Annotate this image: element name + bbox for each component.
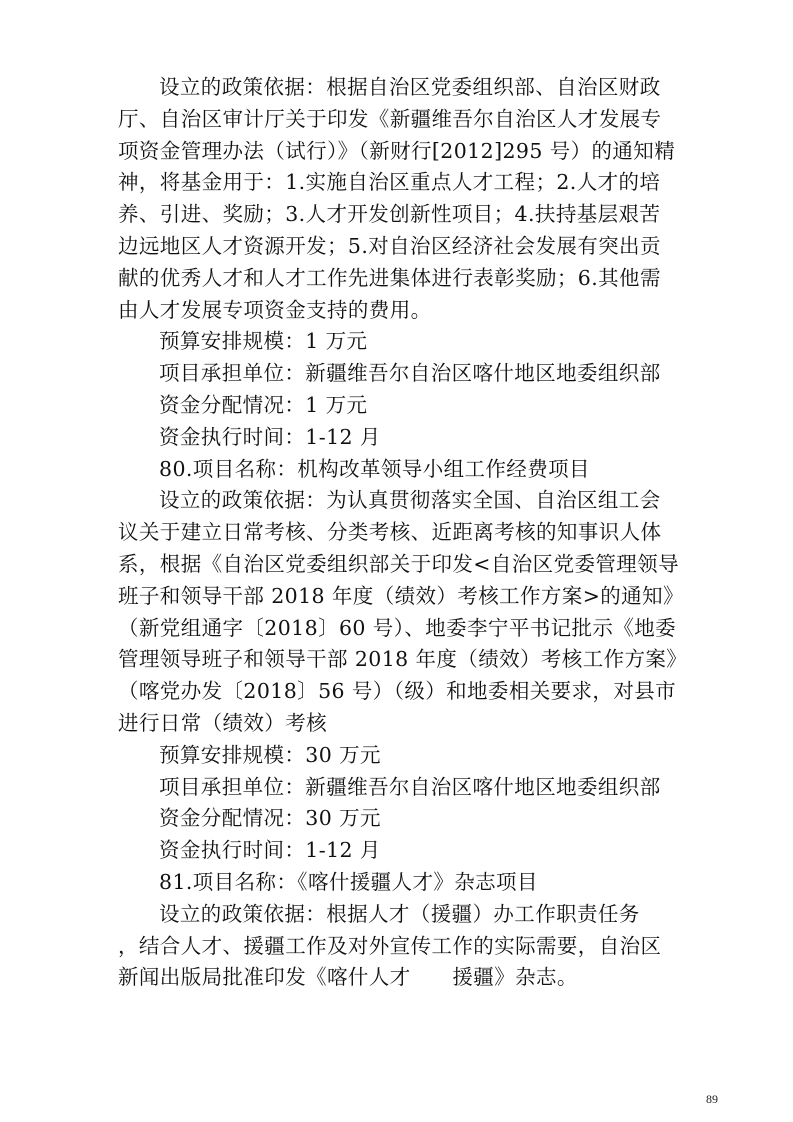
- paragraph-line: ，结合人才、援疆工作及对外宣传工作的实际需要，自治区: [118, 933, 662, 958]
- paragraph-line: 班子和领导干部 2018 年度（绩效）考核工作方案>的通知》: [118, 583, 684, 608]
- paragraph-line: 项资金管理办法（试行）》（新财行[2012]295 号）的通知精: [118, 138, 676, 163]
- paragraph-line: 新闻出版局批准印发《喀什人才 援疆》杂志。: [118, 965, 578, 990]
- paragraph-line: 项目承担单位：新疆维吾尔自治区喀什地区地委组织部: [159, 361, 661, 386]
- paragraph-line: 由人才发展专项资金支持的费用。: [118, 297, 432, 322]
- paragraph-line: （新党组通字〔2018〕60 号）、地委李宁平书记批示《地委: [118, 615, 677, 640]
- paragraph-line: 进行日常（绩效）考核: [118, 710, 327, 735]
- page-number: 89: [706, 1092, 718, 1106]
- paragraph-line: 设立的政策依据：为认真贯彻落实全国、自治区组工会: [159, 488, 661, 513]
- paragraph-line: 预算安排规模：30 万元: [159, 742, 381, 767]
- section-heading: 81.项目名称：《喀什援疆人才》杂志项目: [159, 869, 538, 894]
- paragraph-line: 边远地区人才资源开发；5.对自治区经济社会发展有突出贡: [118, 233, 661, 258]
- section-heading: 80.项目名称：机构改革领导小组工作经费项目: [159, 456, 590, 481]
- paragraph-line: 设立的政策依据：根据自治区党委组织部、自治区财政: [159, 75, 661, 99]
- paragraph-line: 资金分配情况：30 万元: [159, 806, 381, 831]
- paragraph-line: 献的优秀人才和人才工作先进集体进行表彰奖励；6.其他需: [118, 265, 661, 290]
- paragraph-line: 系，根据《自治区党委组织部关于印发<自治区党委管理领导: [118, 551, 679, 576]
- paragraph-line: 资金执行时间：1-12 月: [159, 838, 381, 863]
- paragraph-line: 设立的政策依据：根据人才（援疆）办工作职责任务: [159, 901, 640, 926]
- paragraph-line: 养、引进、奖励；3.人才开发创新性项目；4.扶持基层艰苦: [118, 202, 661, 227]
- paragraph-line: 厅、自治区审计厅关于印发《新疆维吾尔自治区人才发展专: [118, 106, 662, 131]
- paragraph-line: 预算安排规模：1 万元: [159, 329, 368, 354]
- paragraph-line: 神，将基金用于：1.实施自治区重点人才工程；2.人才的培: [118, 170, 661, 195]
- paragraph-line: 项目承担单位：新疆维吾尔自治区喀什地区地委组织部: [159, 774, 661, 799]
- paragraph-line: 管理领导班子和领导干部 2018 年度（绩效）考核工作方案》: [118, 647, 688, 672]
- paragraph-line: 资金分配情况：1 万元: [159, 392, 368, 417]
- paragraph-line: 资金执行时间：1-12 月: [159, 424, 381, 449]
- document-body: [118, 72, 688, 994]
- paragraph-line: 议关于建立日常考核、分类考核、近距离考核的知事识人体: [118, 520, 662, 545]
- paragraph-line: （喀党办发〔2018〕56 号）（级）和地委相关要求，对县市: [118, 679, 677, 704]
